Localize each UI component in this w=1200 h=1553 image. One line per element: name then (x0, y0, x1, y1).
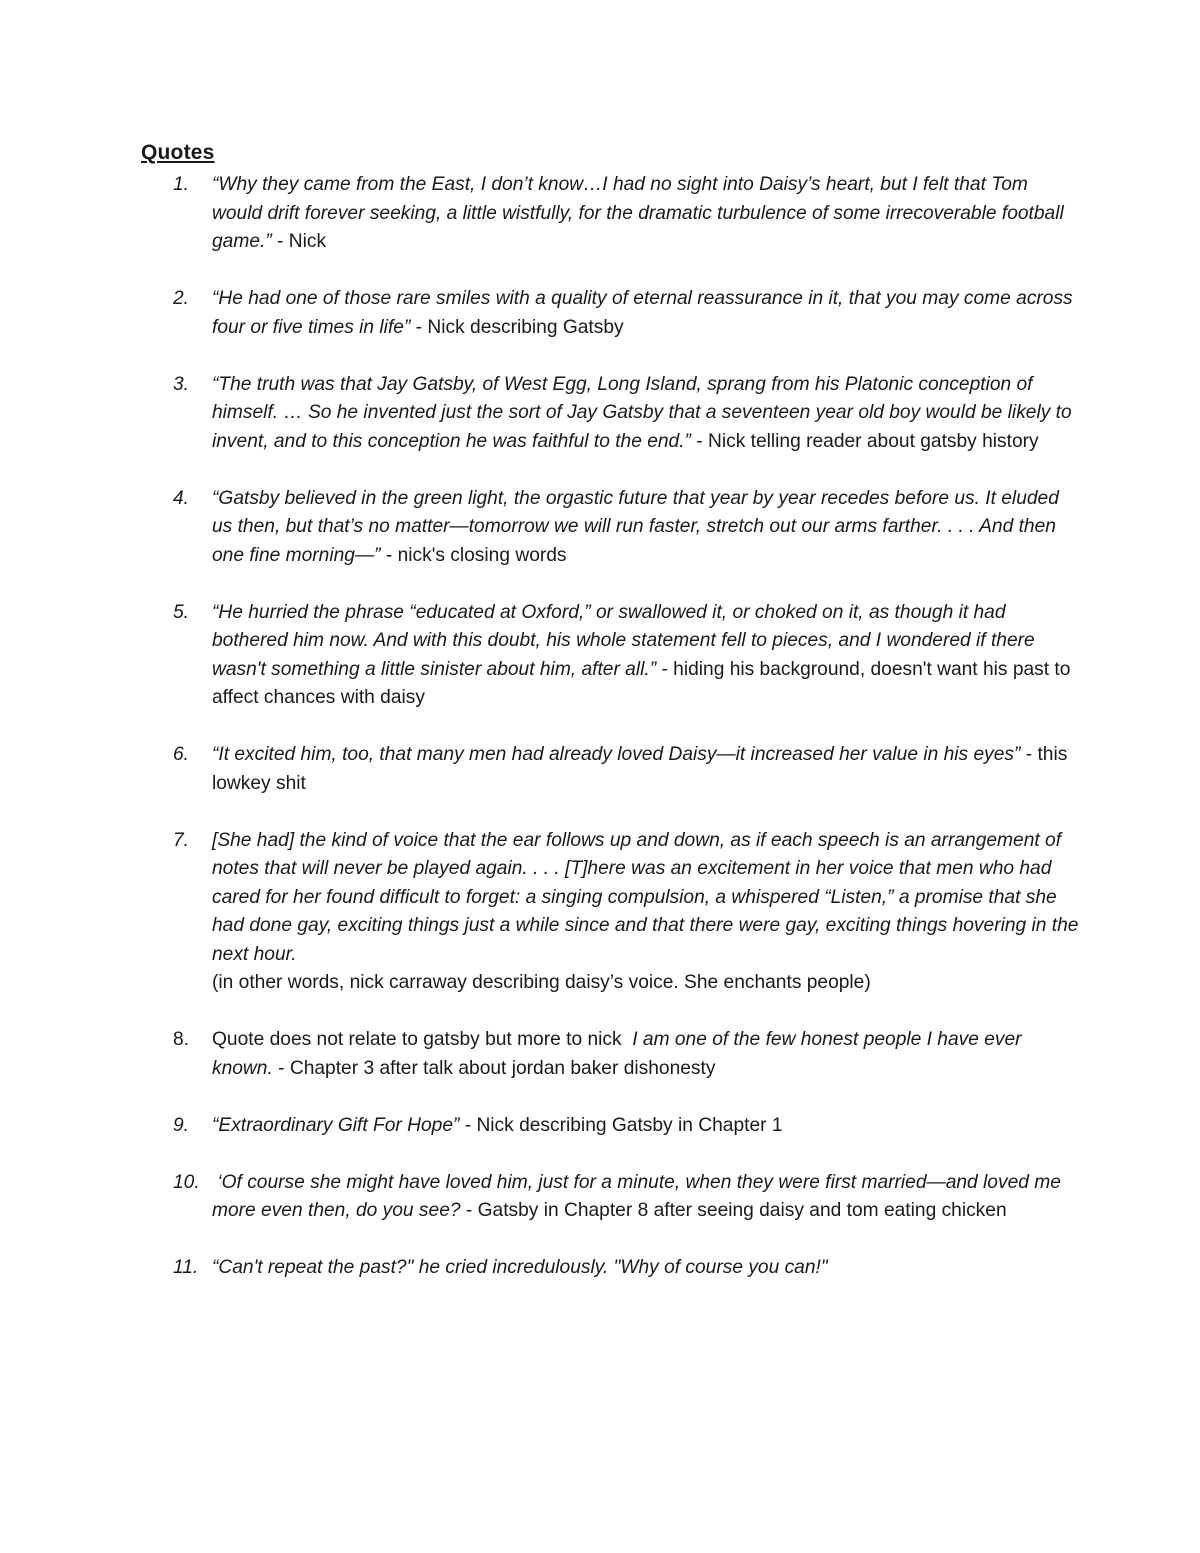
quote-text: ‘Of course she might have loved him, just for a minute, when they were first married—and loved me more even then, do you see? (212, 1171, 1067, 1221)
list-item (0, 1254, 1200, 1283)
quote-text: “Can't repeat the past?" he cried incredulously. "Why of course you can!" (212, 1257, 828, 1278)
page-title: Quotes (141, 141, 215, 164)
quotes-list (0, 171, 1200, 1311)
item-number: 3. (173, 373, 190, 395)
item-number: 4. (173, 487, 190, 509)
quote-text: “He hurried the phrase “educated at Oxford,” or swallowed it, or choked on it, as though it had bothered him now. And with this doubt, his whole statement fell to pieces, and I wondered if there wasn't something a little sinister about him, after all.” (212, 601, 1035, 680)
item-number: 10. (173, 1171, 200, 1193)
quote-note: (in other words, nick carraway describing daisy’s voice. She enchants people) (212, 972, 871, 993)
list-item (0, 1026, 1200, 1083)
list-item (0, 827, 1200, 998)
quote-text: I am one of the few honest people I have ever known. (212, 1029, 1022, 1079)
quote-note: - Chapter 3 after talk about jordan baker dishonesty (272, 1057, 716, 1079)
quote-note: - Nick telling reader about gatsby history (690, 430, 1039, 452)
item-number: 7. (173, 829, 190, 851)
quote-text: “He had one of those rare smiles with a quality of eternal reassurance in it, that you may come across four or five times in life” (212, 288, 1073, 338)
quote-lead: Quote does not relate to gatsby but more to nick (212, 1029, 633, 1050)
item-number: 1. (173, 174, 190, 195)
list-item (0, 285, 1200, 342)
item-number: 8. (173, 1029, 190, 1050)
item-number: 11. (173, 1257, 199, 1278)
quote-note: - nick's closing words (380, 544, 567, 566)
quote-note: - Nick describing Gatsby (410, 316, 624, 338)
quote-text: “Gatsby believed in the green light, the orgastic future that year by year recedes before us. It eluded us then, but that’s no matter—tomorrow we will run faster, stretch out our arms farther. . . . And then one fine morning—” (212, 487, 1059, 566)
quote-note: - Gatsby in Chapter 8 after seeing daisy and tom eating chicken (460, 1200, 1007, 1221)
quote-note: - hiding his background, doesn't want his past to affect chances with daisy (212, 658, 1071, 708)
item-number: 2. (173, 288, 190, 309)
item-number: 9. (173, 1114, 190, 1136)
quote-text: “Extraordinary Gift For Hope” (212, 1114, 460, 1136)
item-number: 5. (173, 601, 190, 623)
list-item (0, 599, 1200, 713)
item-number: 6. (173, 744, 190, 765)
quote-text: “Why they came from the East, I don’t know…I had no sight into Daisy’s heart, but I felt that Tom would drift forever seeking, a little wistfully, for the dramatic turbulence of some irrecoverable football game.” (212, 174, 1064, 252)
quote-note: - this lowkey shit (212, 744, 1068, 794)
list-item (0, 485, 1200, 571)
quote-note: - Nick (271, 231, 327, 252)
list-item (0, 371, 1200, 457)
quote-text: “The truth was that Jay Gatsby, of West Egg, Long Island, sprang from his Platonic conception of himself. … So he invented just the sort of Jay Gatsby that a seventeen year old boy would be likely to invent, and to this conception he was faithful to the end.” (212, 373, 1072, 452)
list-item (0, 1112, 1200, 1141)
list-item (0, 741, 1200, 798)
quote-text: [She had] the kind of voice that the ear follows up and down, as if each speech is an arrangement of notes that will never be played again. . . . [T]here was an excitement in her voice that men who had cared for her found difficult to forget: a singing compulsion, a whispered “Listen,” a promise that she had done gay, exciting things just a while since and that there were gay, exciting things hovering in the next hour. (212, 829, 1079, 965)
quote-text: “It excited him, too, that many men had already loved Daisy—it increased her value in his eyes” (212, 744, 1021, 765)
list-item (0, 171, 1200, 257)
quote-note: - Nick describing Gatsby in Chapter 1 (459, 1114, 783, 1136)
list-item (0, 1169, 1200, 1226)
